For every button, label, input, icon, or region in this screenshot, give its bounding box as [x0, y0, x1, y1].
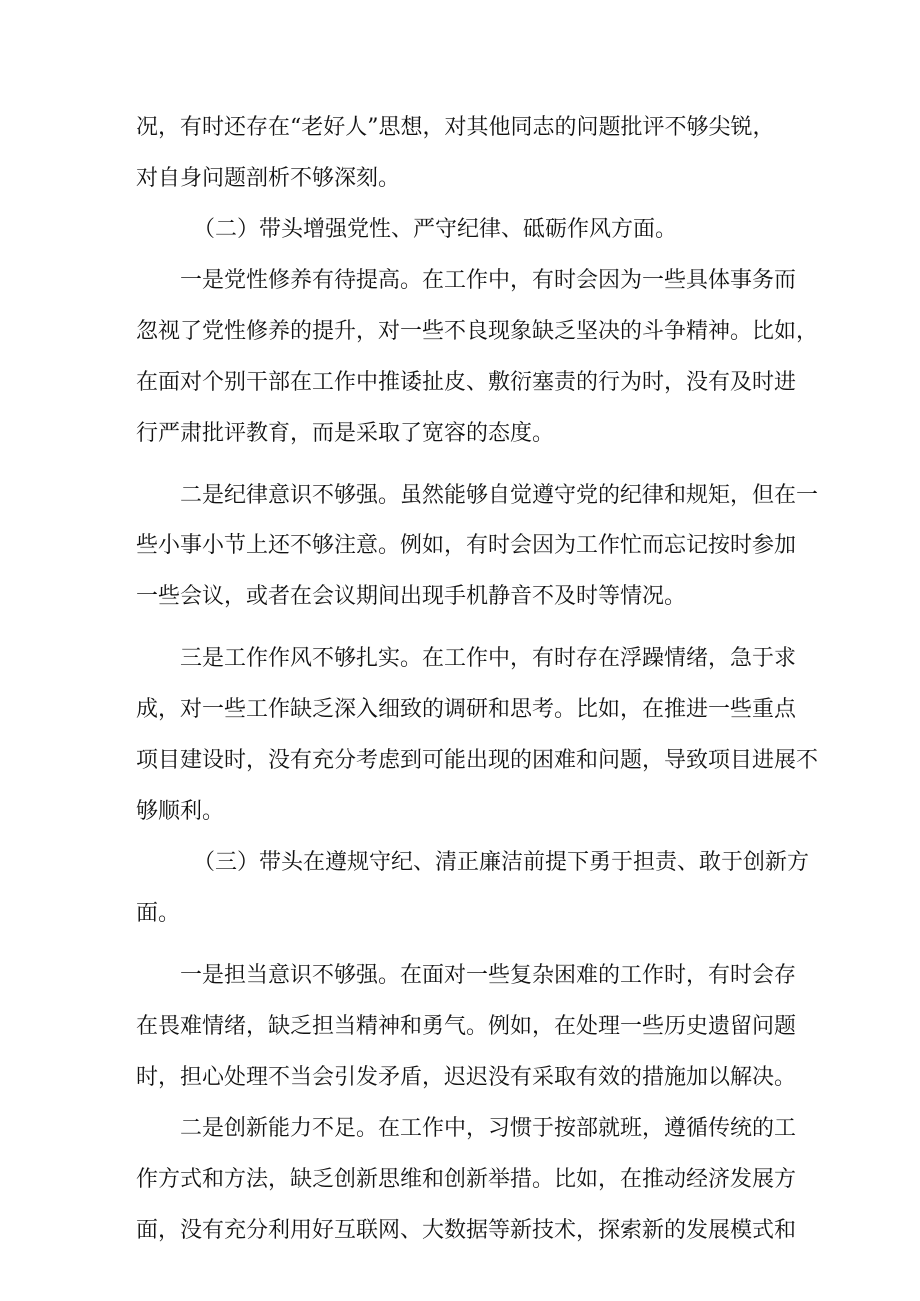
text-line: 面。 [136, 901, 181, 926]
text-line: 一些会议，或者在会议期间出现手机静音不及时等情况。 [136, 584, 687, 609]
text-line: 在畏难情绪，缺乏担当精神和勇气。例如，在处理一些历史遗留问题 [136, 1014, 797, 1039]
text-line: 面，没有充分利用好互联网、大数据等新技术，探索新的发展模式和 [136, 1218, 797, 1243]
text-line: 对自身问题剖析不够深刻。 [136, 166, 401, 191]
section-heading-2: （二）带头增强党性、严守纪律、砥砺作风方面。 [193, 217, 678, 242]
text-line: 项目建设时，没有充分考虑到可能出现的困难和问题，导致项目进展不 [136, 748, 819, 773]
text-line: 况，有时还存在“老好人”思想，对其他同志的问题批评不够尖锐， [136, 115, 775, 140]
text-line: 三是工作作风不够扎实。在工作中，有时存在浮躁情绪，急于求 [180, 646, 797, 671]
text-line: 时，担心处理不当会引发矛盾，迟迟没有采取有效的措施加以解决。 [136, 1065, 797, 1090]
section-heading-3: （三）带头在遵规守纪、清正廉洁前提下勇于担责、敢于创新方 [193, 850, 810, 875]
text-line: 二是创新能力不足。在工作中，习惯于按部就班，遵循传统的工 [180, 1116, 797, 1141]
text-line: 忽视了党性修养的提升，对一些不良现象缺乏坚决的斗争精神。比如， [136, 319, 819, 344]
text-line: 在面对个别干部在工作中推诿扯皮、敷衍塞责的行为时，没有及时进 [136, 370, 797, 395]
text-line: 够顺利。 [136, 799, 225, 824]
text-line: 作方式和方法，缺乏创新思维和创新举措。比如，在推动经济发展方 [136, 1167, 797, 1192]
text-line: 一是担当意识不够强。在面对一些复杂困难的工作时，有时会存 [180, 963, 797, 988]
text-line: 一是党性修养有待提高。在工作中，有时会因为一些具体事务而 [180, 268, 797, 293]
text-line: 成，对一些工作缺乏深入细致的调研和思考。比如，在推进一些重点 [136, 697, 797, 722]
text-line: 二是纪律意识不够强。虽然能够自觉遵守党的纪律和规矩，但在一 [180, 483, 819, 508]
text-line: 些小事小节上还不够注意。例如，有时会因为工作忙而忘记按时参加 [136, 533, 797, 558]
text-line: 行严肃批评教育，而是采取了宽容的态度。 [136, 421, 555, 446]
